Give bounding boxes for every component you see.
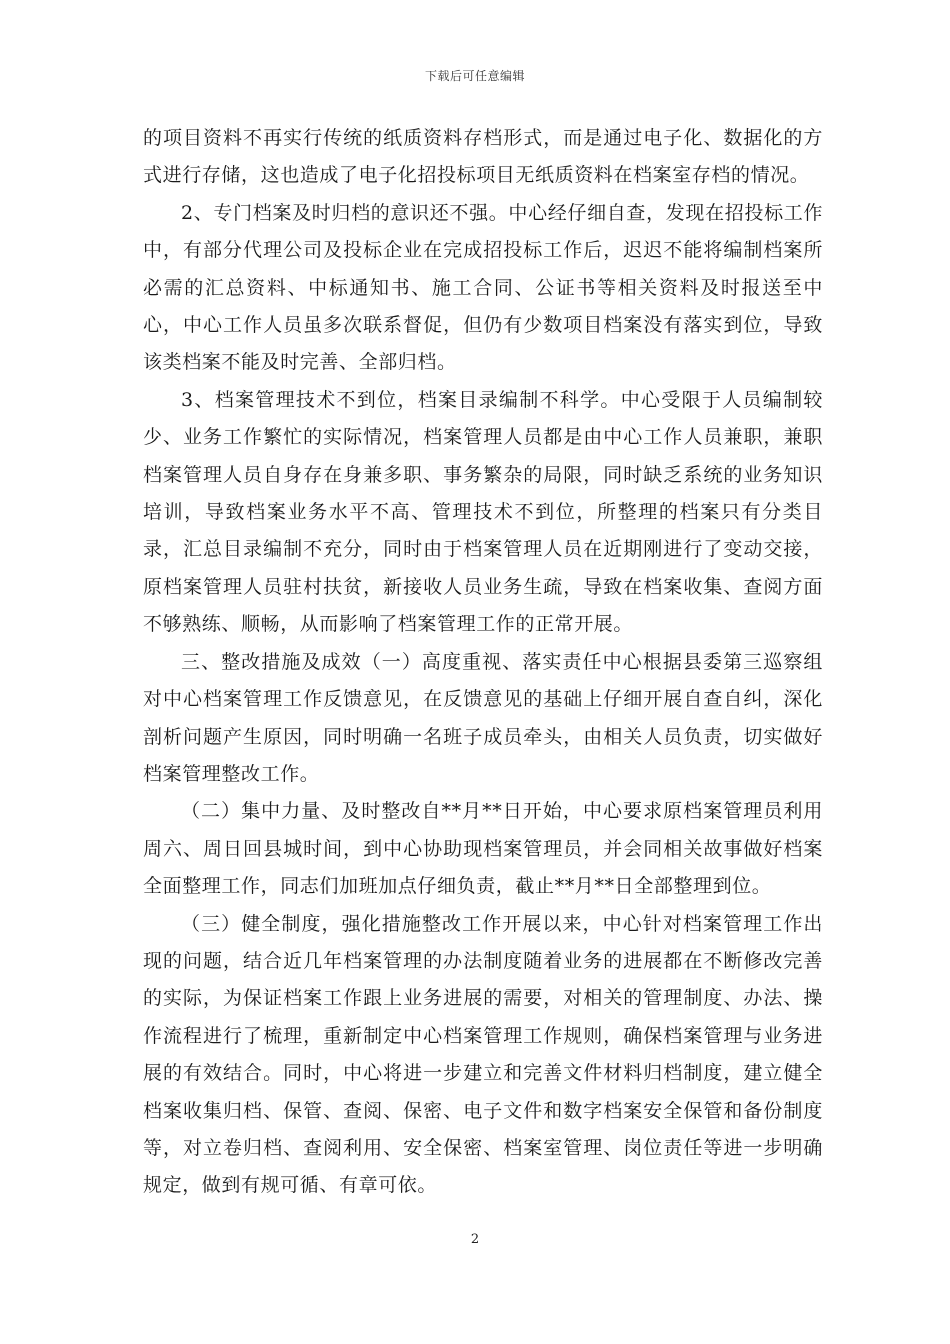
paragraph-subsection-2: （二）集中力量、及时整改自**月**日开始，中心要求原档案管理员利用周六、周日回县城时间，到中心协助现档案管理员，并会同相关故事做好档案全面整理工作，同志们加班加点仔细负责，截止**月**日全部整理到位。 [143, 800, 823, 898]
paragraph-item-2: 2、专门档案及时归档的意识还不强。中心经仔细自查，发现在招投标工作中，有部分代理公司及投标企业在完成招投标工作后，迟迟不能将编制档案所必需的汇总资料、中标通知书、施工合同、公证书等相关资料及时报送至中心，中心工作人员虽多次联系督促，但仍有少数项目档案没有落实到位，导致该类档案不能及时完善、全部归档。 [143, 201, 823, 374]
page-header: 下载后可任意编辑 [424, 69, 525, 83]
paragraph-continuation: 的项目资料不再实行传统的纸质资料存档形式，而是通过电子化、数据化的方式进行存储，这也造成了电子化招投标项目无纸质资料在档案室存档的情况。 [143, 127, 823, 187]
page-number: 2 [470, 1232, 480, 1247]
paragraph-section-3: 三、整改措施及成效（一）高度重视、落实责任中心根据县委第三巡察组对中心档案管理工作反馈意见，在反馈意见的基础上仔细开展自查自纠，深化剖析问题产生原因，同时明确一名班子成员牵头，由相关人员负责，切实做好档案管理整改工作。 [143, 650, 823, 785]
document-body [143, 120, 823, 1205]
paragraph-subsection-3: （三）健全制度，强化措施整改工作开展以来，中心针对档案管理工作出现的问题，结合近几年档案管理的办法制度随着业务的进展都在不断修改完善的实际，为保证档案工作跟上业务进展的需要，对相关的管理制度、办法、操作流程进行了梳理，重新制定中心档案管理工作规则，确保档案管理与业务进展的有效结合。同时，中心将进一步建立和完善文件材料归档制度，建立健全档案收集归档、保管、查阅、保密、电子文件和数字档案安全保管和备份制度等，对立卷归档、查阅利用、安全保密、档案室管理、岗位责任等进一步明确规定，做到有规可循、有章可依。 [143, 912, 823, 1197]
paragraph-item-3: 3、档案管理技术不到位，档案目录编制不科学。中心受限于人员编制较少、业务工作繁忙的实际情况，档案管理人员都是由中心工作人员兼职，兼职档案管理人员自身存在身兼多职、事务繁杂的局限，同时缺乏系统的业务知识培训，导致档案业务水平不高、管理技术不到位，所整理的档案只有分类目录，汇总目录编制不充分，同时由于档案管理人员在近期刚进行了变动交接，原档案管理人员驻村扶贫，新接收人员业务生疏，导致在档案收集、查阅方面不够熟练、顺畅，从而影响了档案管理工作的正常开展。 [143, 388, 823, 636]
